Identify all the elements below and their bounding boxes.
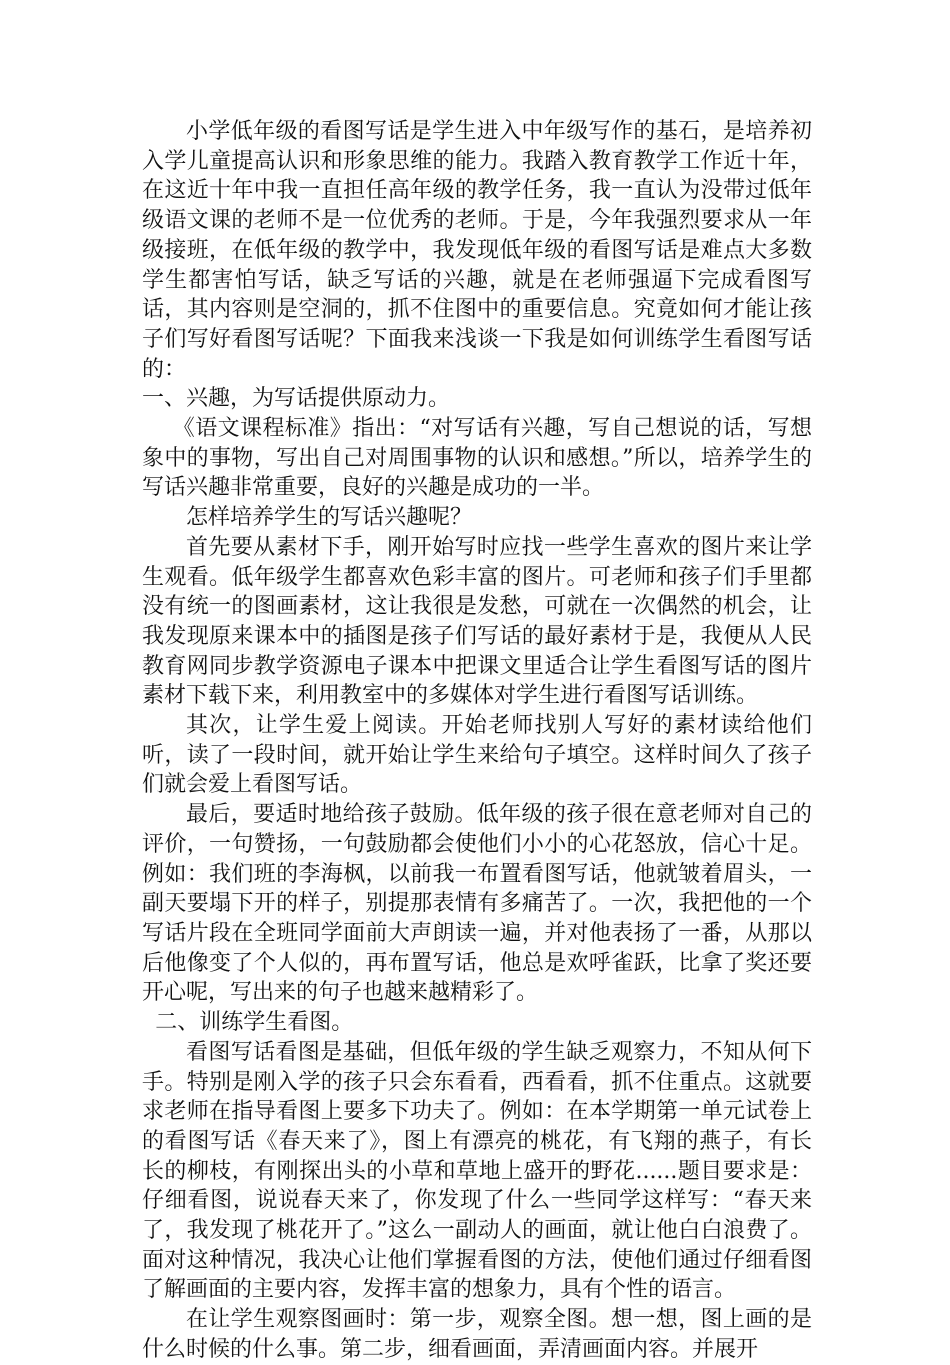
paragraph-question: 怎样培养学生的写话兴趣呢？	[186, 505, 473, 531]
paragraph-curriculum-quote: 《语文课程标准》指出：“对写话有兴趣，写自己想说的话，写想象中的事物，写出自己对周围事物的认识和感想。”所以，培养学生的写话兴趣非常重要，良好的兴趣是成功的一半。	[142, 416, 812, 501]
paragraph-intro: 小学低年级的看图写话是学生进入中年级写作的基石，是培养初入学儿童提高认识和形象思维的能力。我踏入教育教学工作近十年，在这近十年中我一直担任高年级的教学任务，我一直认为没带过低年级语文课的老师不是一位优秀的老师。于是，今年我强烈要求从一年级接班，在低年级的教学中，我发现低年级的看图写话是难点大多数学生都害怕写话，缺乏写话的兴趣，就是在老师强逼下完成看图写话，其内容则是空洞的，抓不住图中的重要信息。究竟如何才能让孩子们写好看图写话呢？下面我来浅谈一下我是如何训练学生看图写话的：	[142, 119, 812, 382]
paragraph-observation-example: 看图写话看图是基础，但低年级的学生缺乏观察力，不知从何下手。特别是刚入学的孩子只会东看看，西看看，抓不住重点。这就要求老师在指导看图上要多下功夫了。例如：在本学期第一单元试卷上的看图写话《春天来了》，图上有漂亮的桃花，有飞翔的燕子，有长长的柳枝，有刚探出头的小草和草地上盛开的野花......题目要求是：仔细看图，说说春天来了，你发现了什么一些同学这样写：“春天来了，我发现了桃花开了。”这么一副动人的画面，就让他白白浪费了。面对这种情况，我决心让他们掌握看图的方法，使他们通过仔细看图了解画面的主要内容，发挥丰富的想象力，具有个性的语言。	[142, 1039, 812, 1303]
section-heading-interest: 一、兴趣，为写话提供原动力。	[142, 386, 451, 412]
document-page	[142, 117, 812, 1365]
paragraph-observation-steps: 在让学生观察图画时：第一步，观察全图。想一想，图上画的是什么时候的什么事。第二步，细看画面，弄清画面内容。并展开	[142, 1307, 812, 1362]
section-heading-observation: 二、训练学生看图。	[155, 1010, 354, 1036]
paragraph-second-reading: 其次，让学生爱上阅读。开始老师找别人写好的素材读给他们听，读了一段时间，就开始让学生来给句子填空。这样时间久了孩子们就会爱上看图写话。	[142, 713, 812, 798]
paragraph-third-encouragement: 最后，要适时地给孩子鼓励。低年级的孩子很在意老师对自己的评价，一句赞扬，一句鼓励都会使他们小小的心花怒放，信心十足。例如：我们班的李海枫，以前我一布置看图写话，他就皱着眉头，一副天要塌下开的样子，别提那表情有多痛苦了。一次，我把他的一个写话片段在全班同学面前大声朗读一遍，并对他表扬了一番，从那以后他像变了个人似的，再布置写话，他总是欢呼雀跃，比拿了奖还要开心呢，写出来的句子也越来越精彩了。	[142, 802, 812, 1006]
paragraph-first-material: 首先要从素材下手，刚开始写时应找一些学生喜欢的图片来让学生观看。低年级学生都喜欢色彩丰富的图片。可老师和孩子们手里都没有统一的图画素材，这让我很是发愁，可就在一次偶然的机会，让我发现原来课本中的插图是孩子们写话的最好素材于是，我便从人民教育网同步教学资源电子课本中把课文里适合让学生看图写话的图片素材下载下来，利用教室中的多媒体对学生进行看图写话训练。	[142, 534, 812, 709]
